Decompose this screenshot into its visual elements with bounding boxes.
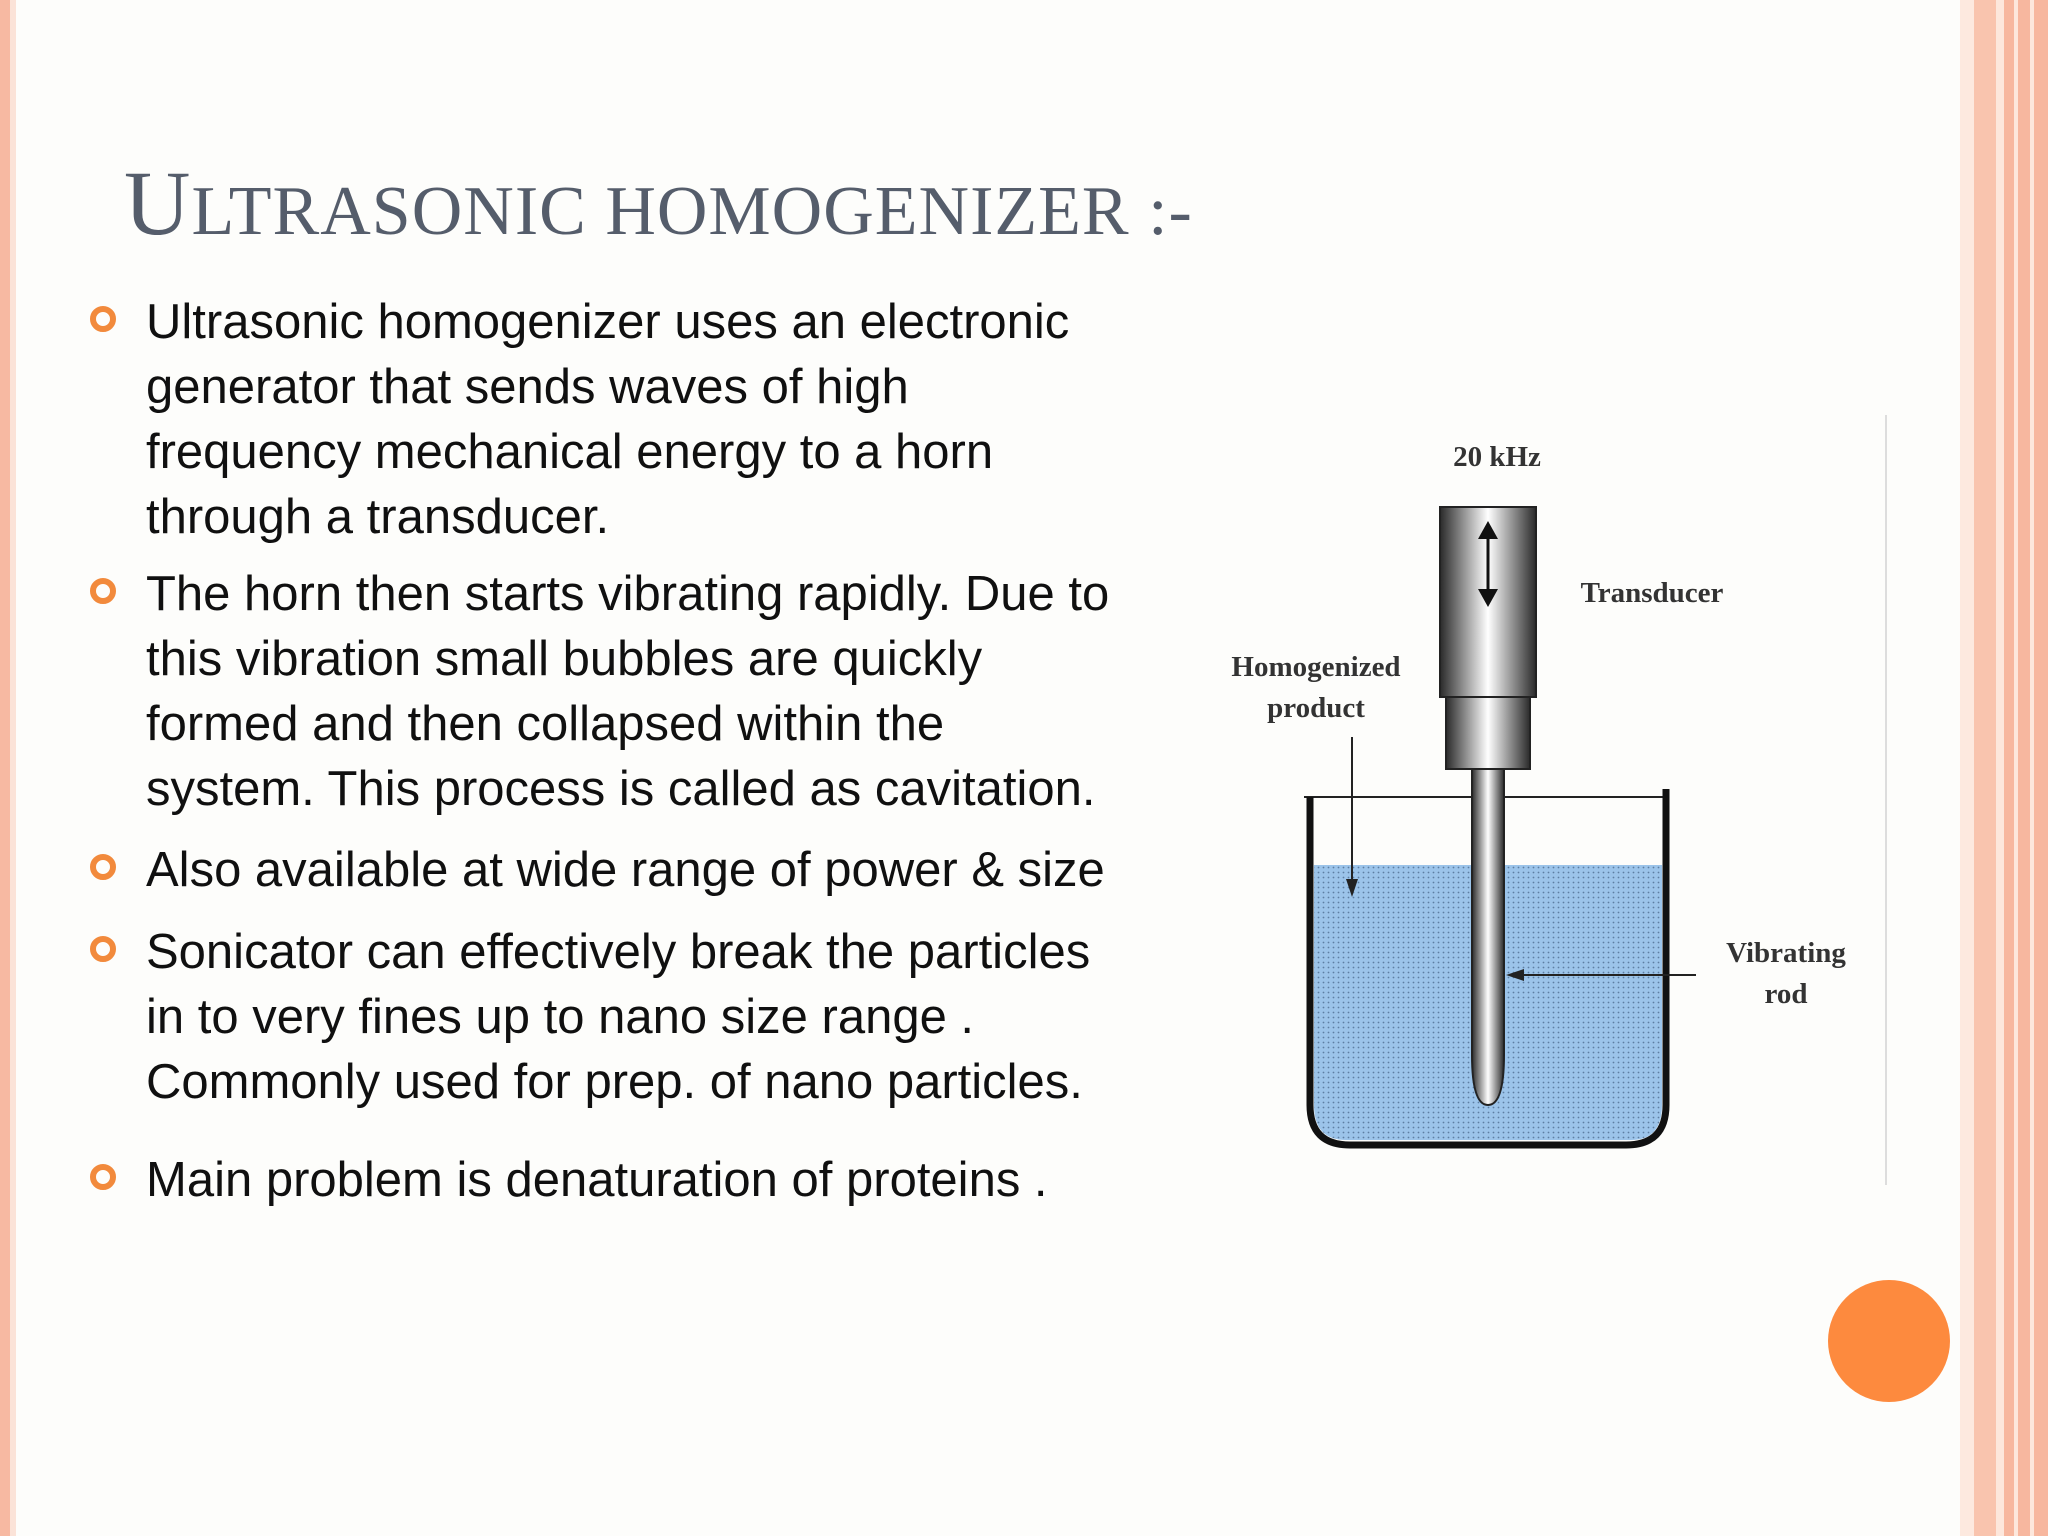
bullet-text: Sonicator can effectively break the particles in to very fines up to nano size range . Commonly used for prep. of nano particles. — [146, 925, 1091, 1109]
transducer-label: Transducer — [1580, 577, 1724, 609]
orange-circle-decoration — [1828, 1280, 1950, 1402]
bullet-ring-icon — [90, 854, 116, 880]
right-border-stripe — [1974, 0, 1996, 1536]
bullet-ring-icon — [90, 936, 116, 962]
vibrating-rod — [1472, 769, 1504, 1105]
bullet-ring-icon — [90, 306, 116, 332]
bullet-text: Main problem is denaturation of proteins . — [146, 1153, 1048, 1207]
frequency-label: 20 kHz — [1453, 441, 1541, 473]
bullet-text: The horn then starts vibrating rapidly. Due to this vibration small bubbles are quickly formed and then collapsed within the system. This process is called as cavitation. — [146, 567, 1110, 816]
bullet-ring-icon — [90, 578, 116, 604]
right-border-line — [2014, 0, 2018, 1536]
homogenizer-diagram-svg — [1176, 415, 1890, 1185]
right-border-stripe-outer — [2004, 0, 2048, 1536]
slide-title-rest: LTRASONIC HOMOGENIZER :- — [191, 173, 1193, 250]
homogenizer-diagram — [1176, 415, 1890, 1185]
right-border-stripe-thin — [1996, 0, 2004, 1536]
bullet-text: Ultrasonic homogenizer uses an electronic generator that sends waves of high frequency mechanical energy to a horn through a transducer. — [146, 295, 1070, 544]
right-border-line-2 — [2030, 0, 2034, 1536]
vibrating-rod-label: Vibrating rod — [1726, 937, 1846, 1010]
transducer-neck — [1446, 697, 1530, 769]
bullet-text: Also available at wide range of power & size — [146, 843, 1105, 897]
bullet-ring-icon — [90, 1164, 116, 1190]
homogenized-product-label: Homogenized product — [1231, 651, 1401, 724]
right-border-stripe-light — [1960, 0, 1974, 1536]
slide-title-initial: U — [124, 152, 192, 254]
